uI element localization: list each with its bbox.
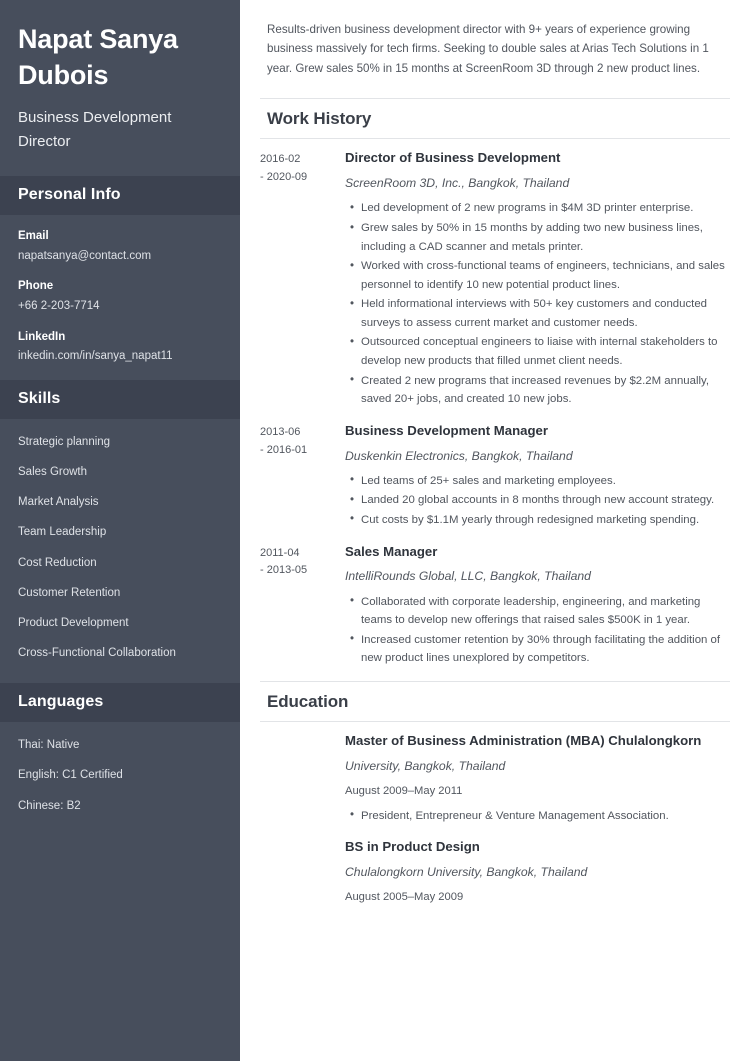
- info-field-phone: [18, 278, 222, 315]
- personal-info-heading: Personal Info: [18, 186, 121, 204]
- skill-item: Sales Growth: [18, 465, 88, 478]
- info-field-linkedin: [18, 329, 222, 366]
- candidate-job-title: Business Development Director: [18, 108, 172, 151]
- section-work-history: [260, 98, 730, 669]
- skill-item: Strategic planning: [18, 435, 111, 448]
- language-item: Thai: Native: [18, 739, 80, 752]
- work-entry-date-start: 2013-06: [260, 425, 301, 438]
- bullet-item: • Outsourced conceptual engineers to liaise with internal stakeholders to develop new products that filled unmet client needs.: [361, 333, 730, 370]
- education-heading: Education: [267, 691, 349, 711]
- info-value-linkedin[interactable]: inkedin.com/in/sanya_napat11: [18, 349, 173, 362]
- work-entry-date-start: 2011-04: [260, 546, 300, 559]
- info-label-phone: Phone: [18, 280, 54, 293]
- work-entry-body: [345, 422, 730, 531]
- education-entry-org: Chulalongkorn University, Bangkok, Thailand: [345, 865, 588, 880]
- education-entry-org: University, Bangkok, Thailand: [345, 758, 506, 773]
- education-title-wrap: [260, 681, 730, 722]
- education-entry-dates: August 2009–May 2011: [345, 784, 463, 797]
- work-entry-body: [345, 149, 730, 409]
- education-entry-title: Master of Business Administration (MBA) Chulalongkorn: [345, 732, 702, 748]
- work-entry-org: ScreenRoom 3D, Inc., Bangkok, Thailand: [345, 176, 570, 191]
- work-entry-date-end: - 2016-01: [260, 443, 308, 456]
- work-entry: [260, 543, 730, 669]
- bullet-item: • Held informational interviews with 50+ key customers and conducted surveys to assess current market and customer needs.: [361, 295, 730, 332]
- skills-body: [0, 419, 240, 684]
- work-entry-date-start: 2016-02: [260, 153, 301, 166]
- work-entry-org: Duskenkin Electronics, Bangkok, Thailand: [345, 448, 573, 463]
- sidebar-header: [0, 0, 240, 176]
- skill-item: Market Analysis: [18, 496, 99, 509]
- bullet-item: • Collaborated with corporate leadership, engineering, and marketing teams to develop new offerings that raised sales $500K in 1 year.: [361, 593, 730, 630]
- personal-info-body: [0, 215, 240, 379]
- work-entry-dates: [260, 422, 345, 460]
- work-entry: [260, 149, 730, 409]
- skill-item: Cost Reduction: [18, 556, 97, 569]
- work-entry-bullets: [345, 472, 730, 530]
- info-field-email: [18, 228, 222, 265]
- work-entry-body: [345, 543, 730, 669]
- work-entry-title: Business Development Manager: [345, 422, 549, 438]
- section-header-languages: [0, 683, 240, 722]
- candidate-name: Napat Sanya Dubois: [18, 24, 178, 90]
- skills-heading: Skills: [18, 389, 61, 407]
- bullet-item: • Landed 20 global accounts in 8 months through new account strategy.: [361, 491, 730, 510]
- work-entry-bullets: [345, 593, 730, 668]
- bullet-item: • Cut costs by $1.1M yearly through redesigned marketing spending.: [361, 511, 730, 530]
- bullet-item: • President, Entrepreneur & Venture Management Association.: [361, 807, 730, 826]
- work-entry-title: Director of Business Development: [345, 150, 561, 166]
- info-value-email[interactable]: napatsanya@contact.com: [18, 249, 152, 262]
- section-header-personal-info: [0, 176, 240, 215]
- work-entry-date-end: - 2013-05: [260, 564, 308, 577]
- bullet-item: • Worked with cross-functional teams of engineers, technicians, and sales personnel to identify 10 new potential product lines.: [361, 257, 730, 294]
- professional-summary: Results-driven business development director with 9+ years of experience growing business massively for tech firms. Seeking to double sales at Arias Tech Solutions in 1 year. Grew sales 50% in 15 months at ScreenRoom 3D through 2 new product lines.: [267, 23, 709, 75]
- skill-item: Team Leadership: [18, 526, 107, 539]
- languages-heading: Languages: [18, 693, 104, 711]
- work-entry-org: IntelliRounds Global, LLC, Bangkok, Thailand: [345, 569, 591, 584]
- skill-item: Cross-Functional Collaboration: [18, 647, 176, 660]
- section-education: [260, 681, 730, 906]
- sidebar: [0, 0, 240, 1061]
- education-entry-body: [345, 732, 730, 826]
- work-entry-dates: [260, 543, 345, 581]
- language-item: Chinese: B2: [18, 799, 81, 812]
- section-header-skills: [0, 380, 240, 419]
- education-entry-dates: August 2005–May 2009: [345, 891, 464, 904]
- work-history-heading: Work History: [267, 109, 372, 129]
- skill-item: Customer Retention: [18, 586, 121, 599]
- education-entry-body: [345, 838, 730, 906]
- education-entry: [260, 838, 730, 906]
- info-value-phone[interactable]: +66 2-203-7714: [18, 299, 100, 312]
- bullet-item: • Increased customer retention by 30% through facilitating the addition of new product lines unexplored by competitors.: [361, 631, 730, 668]
- skill-item: Product Development: [18, 617, 129, 630]
- work-entry-title: Sales Manager: [345, 543, 438, 559]
- work-history-title-wrap: [260, 98, 730, 139]
- education-entry-bullets: [345, 807, 730, 826]
- bullet-item: • Led teams of 25+ sales and marketing employees.: [361, 472, 730, 491]
- bullet-item: • Led development of 2 new programs in $4M 3D printer enterprise.: [361, 199, 730, 218]
- info-label-email: Email: [18, 230, 49, 243]
- language-item: English: C1 Certified: [18, 769, 123, 782]
- bullet-item: • Created 2 new programs that increased revenues by $2.2M annually, saved 20+ jobs, and created 10 new jobs.: [361, 372, 730, 409]
- work-entry-bullets: [345, 199, 730, 408]
- work-entry-dates: [260, 149, 345, 187]
- main-content: [240, 0, 750, 1061]
- work-entry: [260, 422, 730, 531]
- languages-body: [0, 722, 240, 835]
- bullet-item: • Grew sales by 50% in 15 months by adding two new business lines, including a CAD scanner and metals printer.: [361, 219, 730, 256]
- info-label-linkedin: LinkedIn: [18, 330, 66, 343]
- education-entry: [260, 732, 730, 826]
- education-entry-title: BS in Product Design: [345, 839, 480, 855]
- work-entry-date-end: - 2020-09: [260, 171, 308, 184]
